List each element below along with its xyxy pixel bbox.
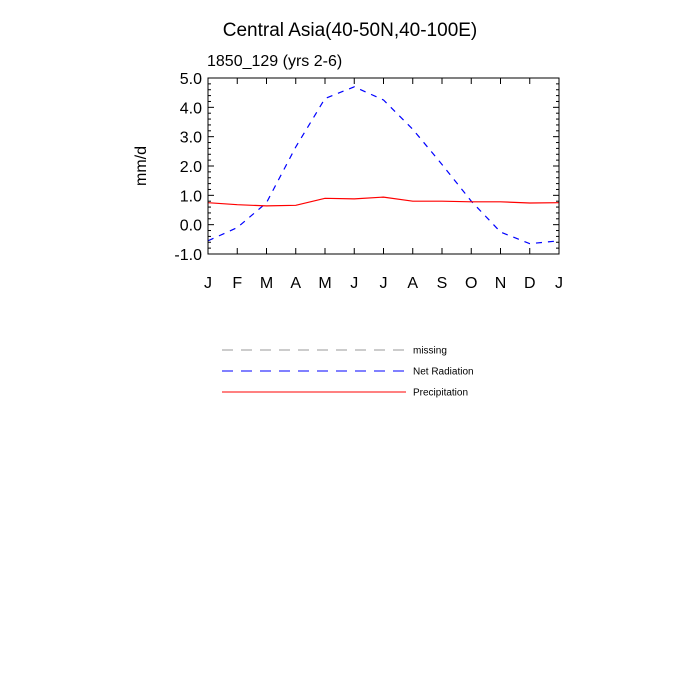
x-tick-label: J: [350, 275, 359, 292]
y-tick-label: -1.0: [174, 247, 202, 264]
y-tick-label: 0.0: [179, 217, 202, 235]
legend-label-missing: missing: [413, 345, 447, 357]
y-tick-label: 2.0: [179, 159, 202, 176]
x-tick-label: N: [494, 275, 507, 292]
precipitation-line: [208, 197, 559, 206]
x-tick-labels: [204, 275, 563, 292]
plot-frame: [208, 78, 559, 254]
x-tick-label: A: [290, 275, 302, 292]
legend-label-net-radiation: Net Radiation: [413, 366, 474, 378]
y-tick-label: 5.0: [179, 71, 202, 88]
x-tick-label: D: [523, 275, 536, 292]
legend: [222, 346, 474, 399]
x-tick-label: J: [379, 275, 388, 292]
y-axis-label: mm/d: [133, 146, 150, 186]
legend-label-precipitation: Precipitation: [413, 387, 469, 399]
y-tick-label: 3.0: [179, 129, 202, 147]
chart-subtitle: 1850_129 (yrs 2-6): [207, 53, 343, 70]
y-tick-label: 4.0: [179, 100, 202, 118]
tick-marks: [208, 78, 559, 254]
x-tick-label: F: [232, 275, 243, 292]
x-tick-label: J: [204, 275, 212, 292]
x-tick-label: M: [318, 275, 332, 292]
net-radiation-line: [208, 87, 559, 244]
x-tick-label: A: [407, 275, 419, 292]
x-tick-label: J: [555, 275, 563, 292]
series-layer: [208, 87, 559, 244]
y-tick-label: 1.0: [179, 188, 202, 206]
chart-title: Central Asia(40-50N,40-100E): [222, 20, 478, 41]
y-tick-labels: [174, 71, 202, 264]
x-tick-label: O: [465, 275, 478, 292]
x-tick-label: M: [259, 275, 274, 292]
x-tick-label: S: [436, 275, 448, 292]
